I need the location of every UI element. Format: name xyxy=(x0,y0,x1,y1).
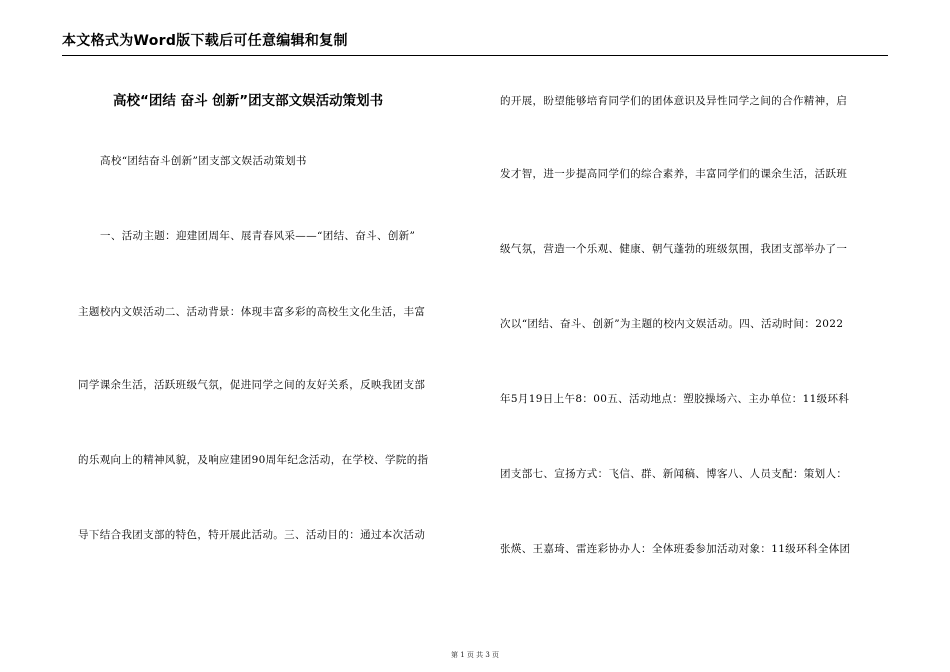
page-number: 第 1 页 共 3 页 xyxy=(450,651,500,659)
text-line: 的乐观向上的精神风貌，及响应建团90周年纪念活动，在学校、学院的指 xyxy=(78,454,429,466)
text-line: 主题校内文娱活动二、活动背景：体现丰富多彩的高校生文化生活，丰富 xyxy=(78,306,426,318)
download-banner: 本文格式为Word版下载后可任意编辑和复制 xyxy=(62,33,348,49)
text-line: 团支部七、宣扬方式：飞信、群、新闻稿、博客八、人员支配：策划人： xyxy=(500,468,848,480)
text-line: 发才智，进一步提高同学们的综合素养，丰富同学们的课余生活，活跃班 xyxy=(500,168,848,180)
text-line: 高校“团结奋斗创新”团支部文娱活动策划书 xyxy=(100,155,307,167)
text-line: 年5月19日上午8：00五、活动地点：塑胶操场六、主办单位：11级环科 xyxy=(500,393,850,405)
banner-divider xyxy=(62,55,888,56)
text-line: 张煐、王嘉琦、雷连彩协办人：全体班委参加活动对象：11级环科全体团 xyxy=(500,543,851,555)
text-line: 一、活动主题：迎建团周年、展青春风采——“团结、奋斗、创新” xyxy=(100,230,416,242)
text-line: 同学课余生活，活跃班级气氛，促进同学之间的友好关系，反映我团支部 xyxy=(78,379,426,391)
text-line: 的开展，盼望能够培育同学们的团体意识及异性同学之间的合作精神，启 xyxy=(500,95,848,107)
text-line: 级气氛，营造一个乐观、健康、朝气蓬勃的班级氛围，我团支部举办了一 xyxy=(500,243,848,255)
document-title: 高校“团结 奋斗 创新”团支部文娱活动策划书 xyxy=(113,93,384,109)
text-line: 次以“团结、奋斗、创新”为主题的校内文娱活动。四、活动时间：2022 xyxy=(500,318,844,330)
text-line: 导下结合我团支部的特色，特开展此活动。三、活动目的：通过本次活动 xyxy=(78,529,426,541)
